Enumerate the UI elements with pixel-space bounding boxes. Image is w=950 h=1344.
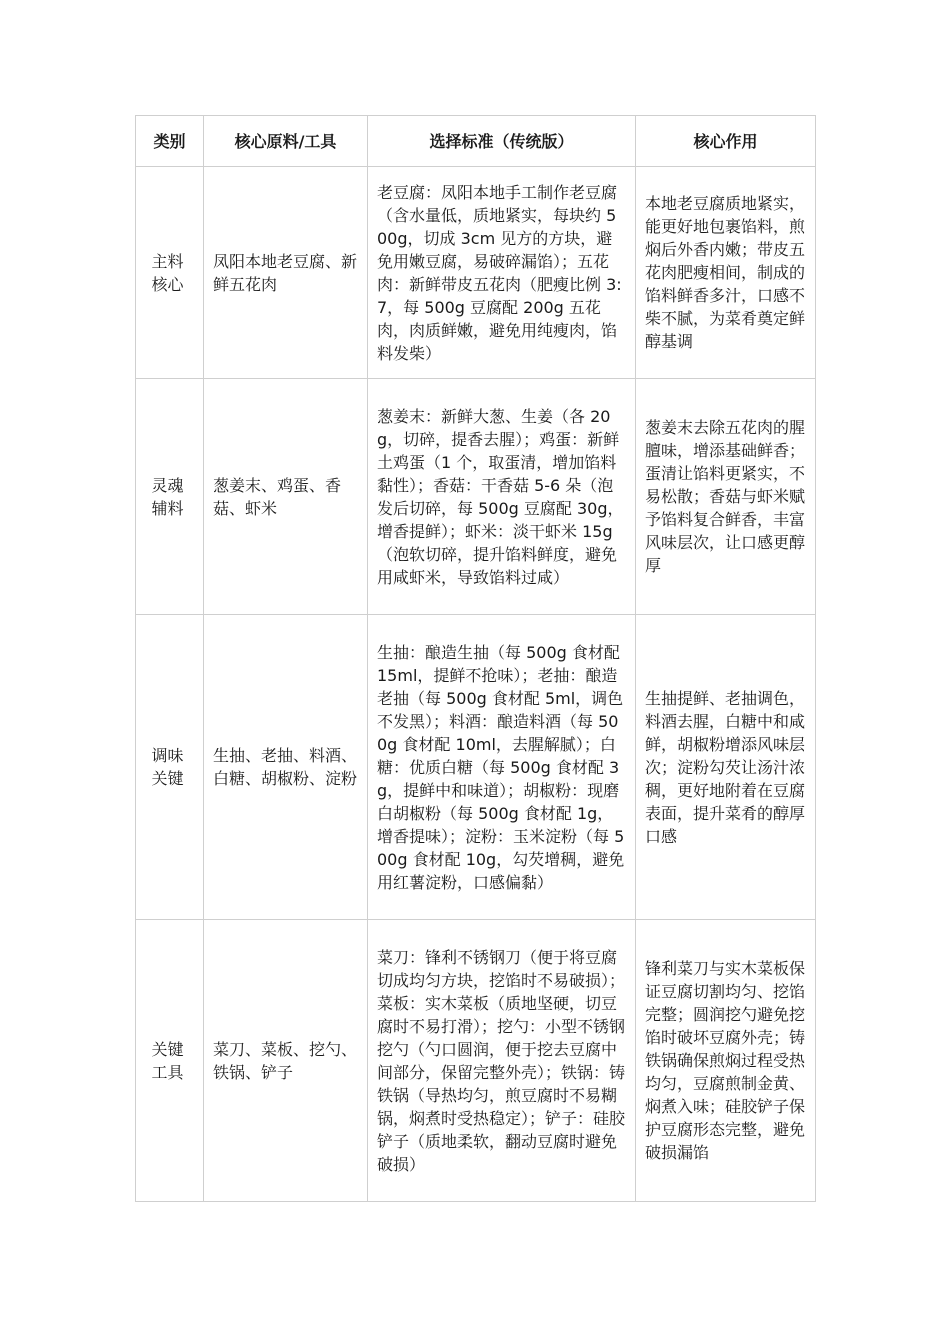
category-cell	[136, 920, 204, 1202]
role-cell: 生抽提鲜、老抽调色，料酒去腥，白糖中和咸鲜，胡椒粉增添风味层次；淀粉勾芡让汤汁浓稠，更好地附着在豆腐表面，提升菜肴的醇厚口感	[636, 615, 816, 920]
table-body	[136, 167, 816, 1202]
category-cell	[136, 379, 204, 615]
category-text: 关键工具	[151, 1039, 184, 1082]
table-row	[136, 615, 816, 920]
materials-cell: 生抽、老抽、料酒、白糖、胡椒粉、淀粉	[204, 615, 368, 920]
standard-cell: 生抽：酿造生抽（每 500g 食材配 15ml，提鲜不抢味）；老抽：酿造老抽（每 500g 食材配 5ml，调色不发黑）；料酒：酿造料酒（每 500g 食材配 10ml，去腥解腻）；白糖：优质白糖（每 500g 食材配 3g，提鲜中和味道）；胡椒粉：现磨白胡椒粉（每 500g 食材配 1g，增香提味）；淀粉：玉米淀粉（每 500g 食材配 10g，勾芡增稠，避免用红薯淀粉，口感偏黏）	[368, 615, 636, 920]
header-role: 核心作用	[636, 116, 816, 167]
table-header	[136, 116, 816, 167]
ingredients-table	[135, 115, 816, 1202]
category-cell	[136, 615, 204, 920]
header-materials: 核心原料/工具	[204, 116, 368, 167]
category-text: 主料核心	[151, 251, 184, 294]
header-row	[136, 116, 816, 167]
role-cell: 本地老豆腐质地紧实，能更好地包裹馅料，煎焖后外香内嫩；带皮五花肉肥瘦相间，制成的馅料鲜香多汁，口感不柴不腻，为菜肴奠定鲜醇基调	[636, 167, 816, 379]
table-row	[136, 167, 816, 379]
table-row	[136, 920, 816, 1202]
role-cell: 葱姜末去除五花肉的腥膻味，增添基础鲜香；蛋清让馅料更紧实，不易松散；香菇与虾米赋予馅料复合鲜香，丰富风味层次，让口感更醇厚	[636, 379, 816, 615]
standard-cell: 葱姜末：新鲜大葱、生姜（各 20g，切碎，提香去腥）；鸡蛋：新鲜土鸡蛋（1 个，取蛋清，增加馅料黏性）；香菇：干香菇 5-6 朵（泡发后切碎，每 500g 豆腐配 30g，增香提鲜）；虾米：淡干虾米 15g（泡软切碎，提升馅料鲜度，避免用咸虾米，导致馅料过咸）	[368, 379, 636, 615]
category-text: 灵魂辅料	[151, 475, 184, 518]
header-standard: 选择标准（传统版）	[368, 116, 636, 167]
materials-cell: 凤阳本地老豆腐、新鲜五花肉	[204, 167, 368, 379]
materials-cell: 菜刀、菜板、挖勺、铁锅、铲子	[204, 920, 368, 1202]
table-row	[136, 379, 816, 615]
header-category: 类别	[136, 116, 204, 167]
category-cell	[136, 167, 204, 379]
category-text: 调味关键	[151, 746, 184, 788]
standard-cell: 老豆腐：凤阳本地手工制作老豆腐（含水量低，质地紧实，每块约 500g，切成 3cm 见方的方块，避免用嫩豆腐，易破碎漏馅）；五花肉：新鲜带皮五花肉（肥瘦比例 3:7，每 500g 豆腐配 200g 五花肉，肉质鲜嫩，避免用纯瘦肉，馅料发柴）	[368, 167, 636, 379]
materials-cell: 葱姜末、鸡蛋、香菇、虾米	[204, 379, 368, 615]
role-cell: 锋利菜刀与实木菜板保证豆腐切割均匀、挖馅完整；圆润挖勺避免挖馅时破坏豆腐外壳；铸铁锅确保煎焖过程受热均匀，豆腐煎制金黄、焖煮入味；硅胶铲子保护豆腐形态完整，避免破损漏馅	[636, 920, 816, 1202]
standard-cell: 菜刀：锋利不锈钢刀（便于将豆腐切成均匀方块，挖馅时不易破损）；菜板：实木菜板（质地坚硬，切豆腐时不易打滑）；挖勺：小型不锈钢挖勺（勺口圆润，便于挖去豆腐中间部分，保留完整外壳）；铁锅：铸铁锅（导热均匀，煎豆腐时不易糊锅，焖煮时受热稳定）；铲子：硅胶铲子（质地柔软，翻动豆腐时避免破损）	[368, 920, 636, 1202]
